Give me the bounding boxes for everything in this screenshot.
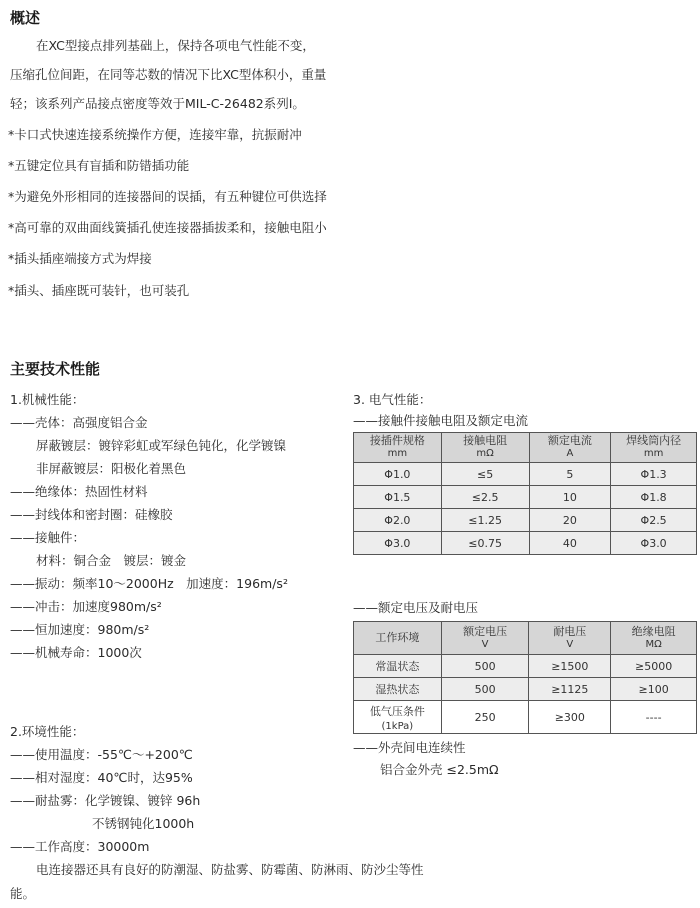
feature-bullet: *卡口式快速连接系统操作方便，连接牢靠，抗振耐冲 [8,127,302,142]
mechanical-title: 1.机械性能： [10,392,85,407]
environmental-line: 电连接器还具有良好的防潮湿、防盐雾、防霉菌、防淋雨、防沙尘等性 [36,862,424,877]
table-cell: ≤5 [441,463,529,486]
table-cell: Φ1.0 [354,463,442,486]
contact-header-current: 额定电流 A [529,433,611,463]
contact-header-resistance: 接触电阻 mΩ [441,433,529,463]
environmental-line: 不锈钢钝化1000h [92,816,195,831]
voltage-header-rated: 额定电压 V [441,622,529,655]
voltage-header-insulation: 绝缘电阻 MΩ [611,622,697,655]
mechanical-line: ——恒加速度：980m/s² [10,622,150,637]
table-cell: ≥1500 [529,655,611,678]
table-cell: 500 [441,678,529,701]
environmental-line: ——工作高度：30000m [10,839,150,854]
table-cell: ≥5000 [611,655,697,678]
continuity-title: ——外壳间电连续性 [353,740,466,755]
mechanical-line: ——冲击：加速度980m/s² [10,599,162,614]
table-cell: 5 [529,463,611,486]
table-cell: Φ1.3 [611,463,697,486]
voltage-header-withstand: 耐电压 V [529,622,611,655]
environmental-line: ——耐盐雾：化学镀镍、镀锌 96h [10,793,201,808]
table-cell: ≤1.25 [441,509,529,532]
overview-title: 概述 [10,9,41,27]
feature-bullet: *为避免外形相同的连接器间的误插，有五种键位可供选择 [8,189,327,204]
contact-header-spec: 接插件规格 mm [354,433,442,463]
table-cell: ---- [611,701,697,734]
table-cell: 500 [441,655,529,678]
contact-table [353,432,697,555]
table-cell: 20 [529,509,611,532]
table-cell: 10 [529,486,611,509]
table-cell: Φ1.5 [354,486,442,509]
feature-bullet: *插头插座端接方式为焊接 [8,251,152,266]
table-cell: Φ3.0 [611,532,697,555]
contact-header-bore: 焊线筒内径 mm [611,433,697,463]
table-cell: ≥100 [611,678,697,701]
environmental-line: ——相对湿度：40℃时，达95% [10,770,193,785]
contact-table-caption: ——接触件接触电阻及额定电流 [353,413,529,428]
table-cell: ≤0.75 [441,532,529,555]
table-row [354,463,697,486]
mechanical-line: ——壳体：高强度铝合金 [10,415,148,430]
table-row [354,509,697,532]
feature-bullet: *高可靠的双曲面线簧插孔使连接器插拔柔和，接触电阻小 [8,220,327,235]
feature-bullet: *五键定位具有盲插和防错插功能 [8,158,190,173]
electrical-title: 3. 电气性能： [353,392,432,407]
table-cell: 低气压条件 (1kPa) [354,701,442,734]
tech-title: 主要技术性能 [10,360,101,378]
table-row [354,678,697,701]
continuity-value: 铝合金外壳 ≤2.5mΩ [380,762,499,777]
mechanical-line: ——机械寿命：1000次 [10,645,142,660]
voltage-table-caption: ——额定电压及耐电压 [353,600,479,615]
table-cell: Φ2.0 [354,509,442,532]
table-row [354,532,697,555]
feature-bullet: *插头、插座既可装针，也可装孔 [8,283,190,298]
table-cell: 250 [441,701,529,734]
table-cell: Φ2.5 [611,509,697,532]
mechanical-line: ——绝缘体：热固性材料 [10,484,148,499]
table-cell: ≥300 [529,701,611,734]
mechanical-line: 非屏蔽镀层：阳极化着黑色 [36,461,187,476]
table-cell: 湿热状态 [354,678,442,701]
table-row [354,486,697,509]
environmental-title: 2.环境性能： [10,724,85,739]
environmental-line: ——使用温度：-55℃～+200℃ [10,747,193,762]
table-cell: Φ1.8 [611,486,697,509]
table-cell: ≤2.5 [441,486,529,509]
voltage-header-env: 工作环境 [354,622,442,655]
table-row [354,655,697,678]
mechanical-line: ——接触件： [10,530,86,545]
table-cell: 40 [529,532,611,555]
table-cell: 常温状态 [354,655,442,678]
table-cell: ≥1125 [529,678,611,701]
voltage-table [353,621,697,734]
mechanical-line: ——振动：频率10～2000Hz 加速度：196m/s² [10,576,288,591]
overview-line-3: 轻；该系列产品接点密度等效于MIL-C-26482系列Ⅰ。 [10,96,305,111]
table-cell: Φ3.0 [354,532,442,555]
table-row [354,701,697,734]
mechanical-line: 屏蔽镀层：镀锌彩虹或军绿色钝化，化学镀镍 [36,438,287,453]
overview-line-2: 压缩孔位间距，在同等芯数的情况下比XC型体积小，重量 [10,67,327,82]
mechanical-line: 材料：铜合金 镀层：镀金 [36,553,187,568]
mechanical-line: ——封线体和密封圈：硅橡胶 [10,507,173,522]
environmental-line: 能。 [10,886,36,901]
overview-line-1: 在XC型接点排列基础上，保持各项电气性能不变， [36,38,315,53]
